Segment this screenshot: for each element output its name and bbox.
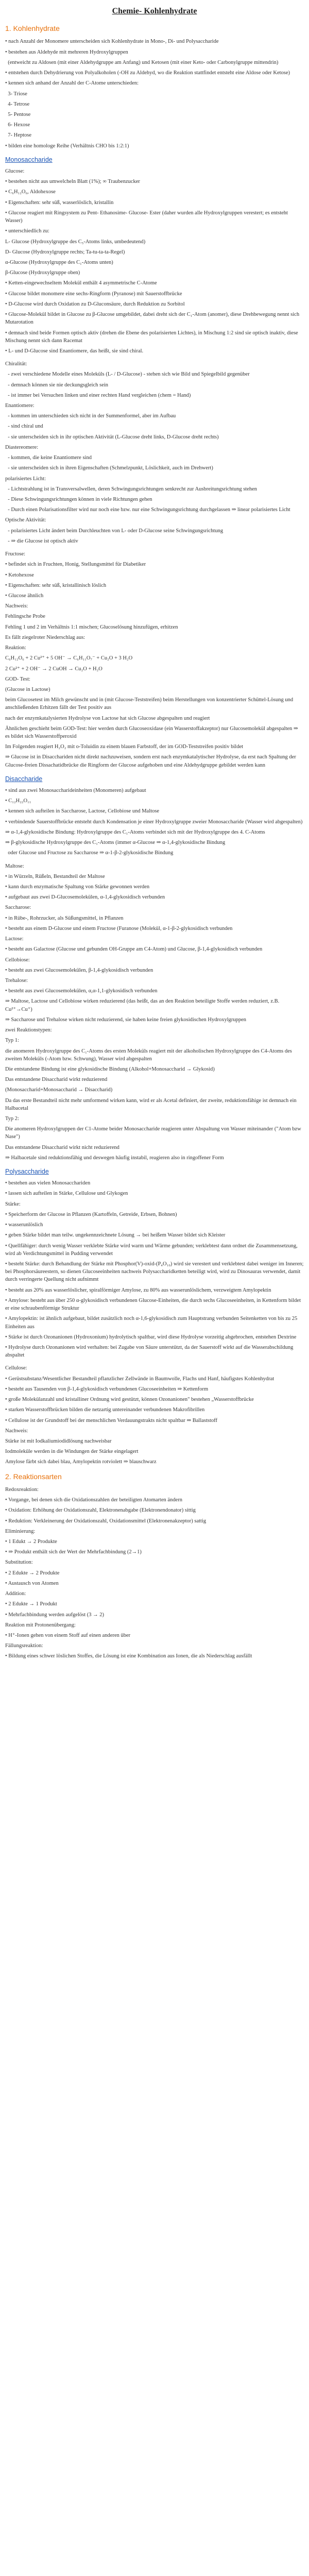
subsection-heading: Disaccharide xyxy=(5,775,43,783)
text-line: • entstehen durch Dehydrierung von Polyalkoholen (-OH zu Aldehyd, wo die Reaktion stattfindet entsteht eine Aldose oder Ketose) xyxy=(5,70,290,76)
content-block xyxy=(5,360,304,545)
text-line: • Quellfähiger: durch wenig Wasser verklebte Stärke wird warm und Wärme gebunden; verklebtest dann ordnet die Zusammensetzung, wird ab Verdichtungsmittel in Pudding verwendet xyxy=(5,1243,299,1257)
text-line: Das entstandene Disaccharid wirkt nicht reduzierend xyxy=(5,1144,119,1150)
text-line: Fehling 1 und 2 im Verhältnis 1:1 mischen; Glucoselösung hinzufügen, erhitzen xyxy=(5,624,178,630)
text-line: • besteht aus zwei Glucosemolekülen, α,α-1,1-glykosidisch verbunden xyxy=(5,988,158,994)
text-line: - demnach können sie nie deckungsgleich sein xyxy=(5,382,109,388)
text-line: - zwei verschiedene Modelle eines Moleküls (L- / D-Glucose) - stehen sich wie Bild und Spiegelbild gegenüber xyxy=(5,371,250,378)
text-line: Addition: xyxy=(5,1591,26,1597)
text-line: • C₁₂H₂₂O₁₁ xyxy=(5,798,31,804)
text-line: • besteht aus 20% aus wasserlöslicher, spiralförmiger Amylose, zu 80% aus wasserunlöslichem, verzweigtem Amylopektin xyxy=(5,1287,271,1293)
text-line: • L- und D-Glucose sind Enantiomere, das heißt, sie sind chiral. xyxy=(5,348,144,354)
text-line: • Hydrolyse durch Ozonanionen wird verhalten: bei Zugabe von Säure unterstützt, da der Sauerstoff wirkt auf die Wasserabschildung abspaltet xyxy=(5,1344,295,1359)
text-line: Stärke: xyxy=(5,1201,21,1207)
text-line: Typ 2: xyxy=(5,1116,19,1122)
content-block xyxy=(5,774,304,857)
text-line: • Cellulose ist der Grundstoff bei der menschlichen Verdauungstrakts nicht spaltbar ⇒ Ballaststoff xyxy=(5,1417,217,1423)
text-line: Substitution: xyxy=(5,1560,33,1566)
subsection-heading: Polysaccharide xyxy=(5,1168,49,1176)
text-line: • aufgebaut aus zwei D-Glucosemolekülen, α-1,4-glykosidisch verbunden xyxy=(5,894,165,901)
text-line: • ⇒ Produkt enthält sich der Wert der Mehrfachbindung (2→1) xyxy=(5,1549,142,1555)
text-line: L- Glucose (Hydroxylgruppe des C₅-Atoms links, umbedeutend) xyxy=(5,239,146,245)
text-line: - kommen, die keine Enantiomere sind xyxy=(5,455,92,461)
text-line: • bestehen nicht aus umwelcheln Blatt (1%); ∞ Traubenzucker xyxy=(5,179,140,185)
text-line: Reaktion mit Protonenübergang: xyxy=(5,1622,76,1628)
text-line: • verbindende Sauerstoffbrücke entsteht durch Kondensation je einer Hydroxylgruppe zweier Monosaccharide (Wasser wird abgespalten) xyxy=(5,819,303,825)
text-line: - Durch einen Polarisationsfilter wird nur noch eine bzw. nur eine Schwingungsrichtung durchgelassen ⇒ linear polarisiertes Licht xyxy=(5,507,290,513)
text-line: - ⇒ die Glucose ist optisch aktiv xyxy=(5,538,78,544)
text-line: • besteht aus Tausenden von β-1,4-glykosidisch verbundenen Glucoseeinheiten ⇒ Kettenform xyxy=(5,1386,209,1392)
text-line: (Glucose in Lactose) xyxy=(5,686,50,692)
text-line: • 2 Edukte → 1 Produkt xyxy=(5,1601,57,1607)
text-line: • Stärke ist durch Ozonanionen (Hydroxonium) hydrolytisch spaltbar, wird diese Hydrolyse vorzeitig abgebrochen, entstehen Dextrine xyxy=(5,1334,297,1340)
text-line: • Oxidation: Erhöhung der Oxidationszahl, Elektronenabgabe (Elektronendonator) sittig xyxy=(5,1507,196,1514)
text-line: Das entstandene Disaccharid wirkt reduzierend xyxy=(5,1077,108,1083)
text-line: • D-Glucose wird durch Oxidation zu D-Gluconsäure, durch Reduktion zu Sorbitol xyxy=(5,301,185,307)
text-line: • bestehen aus vielen Monosacchariden xyxy=(5,1180,91,1187)
text-line: • geben Stärke bildet man teilw. ungekennzeichnete Lösung → bei heißem Wasser bildet sich Kleister xyxy=(5,1232,226,1239)
content-block xyxy=(5,1364,304,1466)
text-line: - sind chiral und xyxy=(5,423,43,430)
text-line: Nachweis: xyxy=(5,603,28,609)
text-line: 4- Tetrose xyxy=(5,101,30,107)
text-line: • sind aus zwei Monosaccharideinheiten (Monomeren) aufgebaut xyxy=(5,788,146,794)
text-line: - Lichtstrahlung ist in Transversalwellen, deren Schwingungsrichtungen senkrecht zur Ausbreitungsrichtung stehen xyxy=(5,486,258,492)
text-line: • besteht aus einem D-Glucose und einem Fructose (Furanose (Molekül, α-1-β-2-glykosidisch verbunden xyxy=(5,925,233,931)
text-line: ⇒ Saccharose und Trehalose wirken nicht reduzierend, sie haben keine freien glykosidischen Hydroxylgruppen xyxy=(5,1016,247,1023)
text-line: Typ 1: xyxy=(5,1038,19,1044)
text-line: • bestehen aus Aldehyde mit mehreren Hydroxylgruppen xyxy=(5,49,128,55)
text-line: ⇒ β-glykosidische Hydroxylgruppe des C₁-Atoms (immer α-Glucose ⇒ α-1,4-glykosidische Bindung xyxy=(5,840,226,846)
text-line: Cellobiose: xyxy=(5,957,30,963)
text-line: - kommen im unterschieden sich nicht in der Summenformel, aber im Aufbau xyxy=(5,413,176,419)
text-line: • starken Wasserstoffbrücken bilden die netzartig untereinander verbundenen Makrofibrillen xyxy=(5,1407,205,1413)
text-line: • besteht aus zwei Glucosemolekülen, β-1,4-glykosidisch verbunden xyxy=(5,967,153,973)
text-line: • Reduktion: Verkleinerung der Oxidationszahl, Oxidationsmittel (Elektronenakzeptor) sattig xyxy=(5,1518,207,1524)
text-line: Saccharose: xyxy=(5,905,31,911)
text-line: • demnach sind beide Formen optisch aktiv (drehen die Ebene des polarisierten Lichtes), in Mischung 1:2 sind sie optisch inaktiv, diese Mischung nennt sich dann Racemat xyxy=(5,330,300,344)
text-line: • nach Anzahl der Monomere unterscheiden sich Kohlenhydrate in Mono-, Di- und Polysaccharide xyxy=(5,39,219,45)
text-line: Amylose färbt sich dabei blau, Amylopektin rotviolett ⇒ blauschwarz xyxy=(5,1459,157,1465)
text-line: Fällungsreaktion: xyxy=(5,1643,43,1649)
text-line: (entweicht zu Aldosen (mit einer Aldehydgruppe am Anfang) und Ketosen (mit einer Keto- oder Carbonylgruppe mittendrin) xyxy=(5,59,279,65)
text-line: α-Glucose (Hydroxylgruppe des C₁-Atoms unten) xyxy=(5,259,113,265)
text-line: • befindet sich in Fruchten, Honig, Stellungsmittel für Diabetiker xyxy=(5,562,146,568)
text-line: Chiralität: xyxy=(5,361,27,367)
text-line: Im Folgenden reagiert H₂O₂ mit o-Toluidin zu einem blauen Farbstoff, der im GOD-Teststreifen positiv bildet xyxy=(5,744,244,750)
text-line: • Ketohexose xyxy=(5,572,34,578)
text-line: • H⁺-Ionen gehen von einem Stoff auf einen anderen über xyxy=(5,1632,131,1638)
text-line: Optische Aktivität: xyxy=(5,517,46,523)
text-line: • 1 Edukt → 2 Produkte xyxy=(5,1539,57,1545)
text-line: • Speicherform der Glucose in Pflanzen (Kartoffeln, Getreide, Erbsen, Bohnen) xyxy=(5,1211,177,1217)
section-heading: 2. Reaktionsarten xyxy=(5,1472,62,1481)
text-line: Stärke ist mit Iodkaliumiodidlösung nachweisbar xyxy=(5,1438,112,1444)
text-line: • Glucose reagiert mit Ringsystem zu Pent- Ethanosime- Glucose- Ester (daher wurden alle Hydroxylgruppen verestert; es entsteht Wasser) xyxy=(5,210,289,224)
text-line: C₆H₁₂O₆ + 2 Cu²⁺ + 5 OH⁻ → C₆H₁₁O₇⁻ + Cu₂O + 3 H₂O xyxy=(5,655,133,662)
text-line: Lactose: xyxy=(5,936,24,942)
document-content xyxy=(5,23,304,1660)
text-line: Die entstandene Bindung ist eine glykosidische Bindung (Alkohol+Monosaccharid → Glykosid) xyxy=(5,1066,215,1072)
text-line: beim Glucosetest im Milch gewünscht und in (mit Glucose-Teststreifen) beim Herstellungen von konzentrierter Schüttel-Lösung und anschließenden Erhitzen fällt der Test positiv aus xyxy=(5,697,295,711)
text-line: Diastereomere: xyxy=(5,444,39,450)
text-line: ⇒ α-1,4-glykosidische Bindung: Hydroxylgruppe des C₁-Atoms verbindet sich mit der Hydroxylgruppe des 4. C-Atoms xyxy=(5,829,265,835)
text-line: • große Molekülanzahl und kristalliner Ordnung wird gestützt, können Ozonanionen" bestehen „Wasserstoffbrücke xyxy=(5,1397,254,1403)
content-block xyxy=(5,862,304,1162)
text-line: - ist immer bei Versuchen linken und einer rechten Hand vergleichen (chem = Hand) xyxy=(5,392,191,398)
text-line: • besteht aus Galactose (Glucose und gebunden OH-Gruppe am C4-Atom) und Glucose, β-1,4-glykosidisch verbunden xyxy=(5,946,263,953)
text-line: Glucose: xyxy=(5,168,25,175)
text-line: • 2 Edukte → 2 Produkte xyxy=(5,1570,60,1576)
content-block xyxy=(5,155,304,355)
text-line: polarisiertes Licht: xyxy=(5,476,46,482)
text-line: Cellulose: xyxy=(5,1365,27,1371)
text-line: Es fällt ziegelroter Niederschlag aus: xyxy=(5,634,85,640)
text-line: nach der enzymkatalysierten Hydrolyse von Lactose hat sich Glucose abgespalten und reagiert xyxy=(5,715,210,721)
text-line: • Austausch von Atomen xyxy=(5,1580,59,1586)
text-line: 2 Cu²⁺ + 2 OH⁻ → 2 CuOH → Cu₂O + H₂O xyxy=(5,666,102,672)
content-block xyxy=(5,1486,304,1660)
text-line: • Gerüstsubstanz/Wesentlicher Bestandteil pflanzlicher Zellwände in Baumwolle, Flachs und Hanf, häufigstes Kohlenhydrat xyxy=(5,1376,274,1382)
text-line: • C₆H₁₂O₆, Aldohexose xyxy=(5,189,56,195)
text-line: • kennen sich anhand der Anzahl der C-Atome unterschieden: xyxy=(5,80,139,87)
text-line: 6- Hexose xyxy=(5,122,30,128)
text-line: Trehalose: xyxy=(5,977,28,984)
text-line: • Mehrfachbindung werden aufgelöst (3 → 2) xyxy=(5,1612,105,1618)
text-line: zwei Reaktionstypen: xyxy=(5,1027,52,1033)
text-line: Fructose: xyxy=(5,551,26,557)
text-line: Reaktion: xyxy=(5,645,26,651)
text-line: • Bildung eines schwer löslichen Stoffes, die Lösung ist eine Kombination aus Ionen, die als Niederschlag ausfällt xyxy=(5,1653,252,1659)
text-line: ⇒ Maltose, Lactose und Cellobiose wirken reduzierend (das heißt, das an den Reaktion beteiligte Stoffe werden reduziert, z.B. Cu²⁺→Cu⁺) xyxy=(5,998,281,1012)
text-line: Iodmoleküle werden in die Windungen der Stärke eingelagert xyxy=(5,1449,139,1455)
text-line: - Diese Schwingungsrichtungen können in viele Richtungen gehen xyxy=(5,497,152,503)
text-line: Eliminierung: xyxy=(5,1528,36,1534)
text-line: ⇒ Halbacetale sind reduktionsfähig und deswegen häufig instabil, reagieren also in ringoffener Form xyxy=(5,1155,224,1161)
text-line: Nachweis: xyxy=(5,1428,28,1434)
content-block xyxy=(5,38,304,149)
text-line: Maltose: xyxy=(5,863,24,869)
text-line: • in Rübe-, Rohrzucker, als Süßungsmittel, in Pflanzen xyxy=(5,915,124,921)
text-line: • Glucose bildet monomere eine sechs-Ringform (Pyranose) mit Sauerstoffbrücke xyxy=(5,291,182,297)
text-line: 5- Pentose xyxy=(5,112,31,118)
text-line: • Glucose ähnlich xyxy=(5,592,44,599)
text-line: D- Glucose (Hydroxylgruppe rechts; Ta-tu-ta-ta-Regel) xyxy=(5,249,125,255)
text-line: • Eigenschaften: sehr süß, kristallinisch löslich xyxy=(5,582,107,588)
text-line: 7- Heptose xyxy=(5,132,32,139)
text-line: oder Glucose und Fructose zu Saccharose ⇒ α-1-β-2-glykosidische Bindung xyxy=(5,850,174,856)
text-line: β-Glucose (Hydroxylgruppe oben) xyxy=(5,270,80,276)
text-line: • Eigenschaften: sehr süß, wasserlöslich, kristallin xyxy=(5,199,114,206)
text-line: die anomeren Hydroxylgruppe des C₁-Atoms des ersten Moleküls reagiert mit der alkoholischen Hydroxylgruppe des C4-Atoms des zweiten Moleküls (-Atom bzw. Schwung), Wasser wird abgespalten xyxy=(5,1048,294,1062)
text-line: • Glucose-Molekül bildet in Glucose zu β-Glucose umgebildet, dabei dreht sich der C₁-Atom (anomer), diese Drehbewegung nennt sich Mutarotation xyxy=(5,312,301,326)
text-line: • bilden eine homologe Reihe (Verhältnis CHO bis 1:2:1) xyxy=(5,143,129,149)
text-line: • Amylose: besteht aus über 250 α-glykosidisch verbundenen Glucose-Einheiten, die durch sechs Glucoseeinheiten, in Kettenform bildet er eine schraubenförmige Struktur xyxy=(5,1297,302,1312)
text-line: - sie unterscheiden sich in ihr optischen Aktivität (L-Glucose dreht links, D-Glucose dreht rechts) xyxy=(5,434,219,440)
text-line: • Ketten-eingewechseltem Molekül enthält 4 asymmetrische C-Atome xyxy=(5,280,157,286)
subsection-heading: Monosaccharide xyxy=(5,156,53,163)
text-line: Die anomeren Hydroxylgruppen der C1-Atome beider Monosaccharide reagieren unter Abspaltung von Wasser miteinander ("Atom bzw Nase") xyxy=(5,1126,303,1140)
text-line: Enantiomere: xyxy=(5,403,35,409)
text-line: • kennen sich aufteilen in Saccharose, Lactose, Cellobiose und Maltose xyxy=(5,808,160,815)
text-line: Fehlingsche Probe xyxy=(5,614,45,620)
text-line: 3- Triose xyxy=(5,91,27,97)
text-line: - sie unterscheiden sich in ihren Eigenschaften (Schmelzpunkt, Löslichkeit, auch im Drehwert) xyxy=(5,465,213,471)
text-line: • lassen sich aufteilen in Stärke, Cellulose und Glykogen xyxy=(5,1191,128,1197)
text-line: • Amylopektin: ist ähnlich aufgebaut, bildet zusätzlich noch α-1,6-glykosidisch zum Hauptstrang verbunden Seitenketten von bis zu 25 Einheiten aus xyxy=(5,1316,299,1330)
text-line: • wasserunlöslich xyxy=(5,1222,43,1228)
text-line: • besteht Stärke: durch Behandlung der Stärke mit Phosphor(V)-oxid-(P₄O₁₀) wird sie verestert und verklebtest dabei weniger im Inneren; bei Phosphorsäureestern, so dienen Glucoseeinheiten nachweis Polysaccharidketten beteiligt wird, wird zu Dinosauras verwendet, damit durch verringerte Quellung nicht aufnimmt xyxy=(5,1261,305,1283)
text-line: GOD- Test: xyxy=(5,676,30,682)
content-block xyxy=(5,1167,304,1359)
text-line: • unterschiedlich zu: xyxy=(5,228,49,234)
text-line: • in Würzeln, Rüßeln, Bestandteil der Maltose xyxy=(5,873,105,879)
content-block xyxy=(5,550,304,769)
text-line: Redoxreaktion: xyxy=(5,1486,39,1493)
text-line: • Vorgange, bei denen sich die Oxidationszahlen der beteiligten Atomarten ändern xyxy=(5,1497,182,1503)
text-line: Da das erste Bestandteil nicht mehr umformend wirken kann, wird er als Acetal definiert, der zweite, reduktionsfähige ist demnach ein Halbacetal xyxy=(5,1097,298,1111)
text-line: - polarisiertes Licht ändert beim Durchleuchten von L- oder D-Glucose seine Schwingungsrichtung xyxy=(5,528,224,534)
text-line: Ähnlichen geschieht beim GOD-Test: hier werden durch Glucoseoxidase (ein Wasserstoffakzeptor) nur Glucosemolekül abgespalten ⇒ es bildet sich Wasserstoffperoxid xyxy=(5,725,300,740)
document-title: Chemie- Kohlenhydrate xyxy=(112,7,197,15)
text-line: (Monosaccharid+Monosaccharid → Disaccharid) xyxy=(5,1087,113,1093)
text-line: • kann durch enzymatische Spaltung von Stärke gewonnen werden xyxy=(5,884,150,890)
text-line: ⇒ Glucose ist in Disacchariden nicht direkt nachzuweisen, sondern erst nach enzymkatalytischer Hydrolyse, da erst nach Spaltung der Glucose-freien Dissachatidbrücke die Ringform der Glucose aufgehoben und eine Aldehydgruppe gebildet werden kann xyxy=(5,754,298,768)
section-heading: 1. Kohlenhydrate xyxy=(5,24,60,33)
